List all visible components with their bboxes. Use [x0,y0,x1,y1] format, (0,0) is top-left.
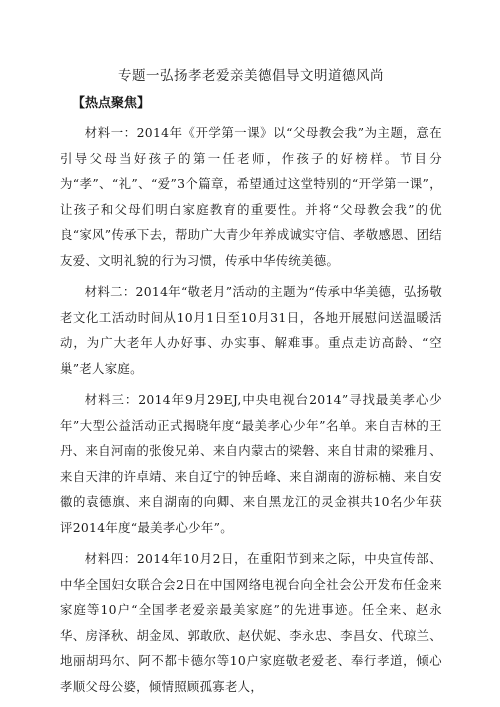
paragraph-material-1: 材料一：2014年《开学第一课》以“父母教会我”为主题，意在引导父母当好孩子的第一任老师，作孩子的好榜样。节目分为“孝”、“礼”、“爱”3个篇章，希望通过这堂特别的“开学第一课”，让孩子和父母们明白家庭教育的重要性。并将“父母教会我”的优良“家风”传承下去，帮助广大青少年养成诚实守信、孝敬感恩、团结友爱、文明礼貌的行为习惯，传承中华传统美德。 [60,125,442,268]
paragraph-material-4: 材料四：2014年10月2日，在重阳节到来之际，中央宣传部、中华全国妇女联合会2日在中国网络电视台向全社会公开发布任金来家庭等10户“全国孝老爱亲最美家庭”的先进事迹。任全来、赵永华、房泽秋、胡金凤、郭敢欣、赵伏妮、李永忠、李昌女、代琼兰、地丽胡玛尔、阿不都卡德尔等10户家庭敬老爱老、奉行孝道，倾心孝顺父母公婆，倾情照顾孤寡老人， [60,551,442,694]
paragraph-material-2: 材料二：2014年“敬老月”活动的主题为“传承中华美德，弘扬敬老文化工活动时间从10月1日至10月31日，各地开展慰问送温暖活动，为广大老年人办好事、办实事、解难事。重点走访高龄、“空巢”老人家庭。 [60,284,443,376]
document-title: 专题一弘扬孝老爱亲美德倡导文明道德风尚 [118,68,384,84]
section-heading: 【热点聚焦】 [72,96,151,111]
paragraph-material-3: 材料三：2014年9月29EJ,中央电视台2014”寻找最美孝心少年”大型公益活动正式揭晓年度“最美孝心少年”名单。来自吉林的王丹、来自河南的张俊兄弟、来自内蒙古的梁磐、来自甘肃的梁雅月、来自天津的许卓靖、来自辽宁的钟岳峰、来自湖南的游标楠、来自安徽的袁德旗、来自湖南的向卿、来自黑龙江的灵金祺共10名少年获评2014年度“最美孝心少年”。 [60,392,442,535]
